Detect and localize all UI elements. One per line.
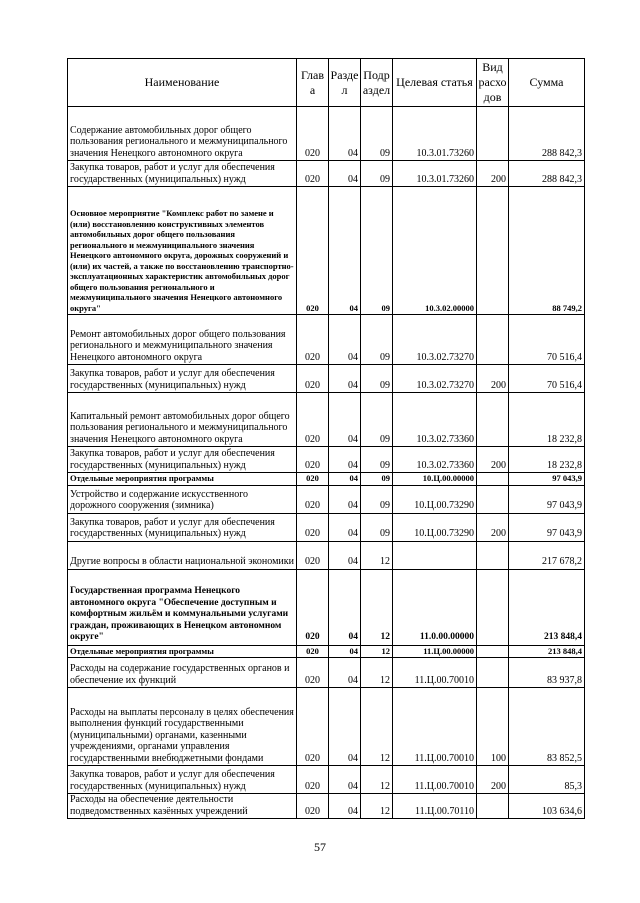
row-razdel: 04 bbox=[329, 187, 361, 315]
row-razdel: 04 bbox=[329, 365, 361, 393]
header-cel-statya: Целевая статья bbox=[393, 59, 477, 107]
row-summa: 97 043,9 bbox=[509, 473, 585, 486]
row-razdel: 04 bbox=[329, 658, 361, 688]
row-cel: 10.Ц.00.00000 bbox=[393, 473, 477, 486]
row-name: Отдельные мероприятия программы bbox=[68, 645, 297, 658]
row-glava: 020 bbox=[297, 541, 329, 569]
table-row bbox=[68, 315, 585, 365]
row-vid: 200 bbox=[477, 365, 509, 393]
row-razdel: 04 bbox=[329, 766, 361, 794]
row-cel: 10.Ц.00.73290 bbox=[393, 485, 477, 513]
row-name: Другие вопросы в области национальной экономики bbox=[68, 541, 297, 569]
row-glava: 020 bbox=[297, 569, 329, 645]
row-podrazdel: 09 bbox=[361, 513, 393, 541]
row-glava: 020 bbox=[297, 794, 329, 819]
row-cel: 10.3.01.73260 bbox=[393, 161, 477, 187]
header-name: Наименование bbox=[68, 59, 297, 107]
row-glava: 020 bbox=[297, 658, 329, 688]
table-row bbox=[68, 541, 585, 569]
row-vid: 200 bbox=[477, 447, 509, 473]
row-glava: 020 bbox=[297, 447, 329, 473]
row-glava: 020 bbox=[297, 485, 329, 513]
row-name: Закупка товаров, работ и услуг для обеспечения государственных (муниципальных) нужд bbox=[68, 513, 297, 541]
row-vid bbox=[477, 315, 509, 365]
row-summa: 97 043,9 bbox=[509, 485, 585, 513]
row-podrazdel: 12 bbox=[361, 569, 393, 645]
table-row bbox=[68, 513, 585, 541]
header-vid-rashodov: Вид расхо дов bbox=[477, 59, 509, 107]
table-header-row bbox=[68, 59, 585, 107]
table-row bbox=[68, 569, 585, 645]
row-razdel: 04 bbox=[329, 645, 361, 658]
row-podrazdel: 09 bbox=[361, 473, 393, 486]
row-summa: 97 043,9 bbox=[509, 513, 585, 541]
row-podrazdel: 12 bbox=[361, 688, 393, 766]
table-row bbox=[68, 107, 585, 161]
row-cel: 10.3.02.73360 bbox=[393, 447, 477, 473]
row-cel: 10.3.02.73270 bbox=[393, 365, 477, 393]
row-name: Ремонт автомобильных дорог общего пользования регионального и межмуниципального значения Ненецкого автономного округа bbox=[68, 315, 297, 365]
row-vid bbox=[477, 794, 509, 819]
row-summa: 288 842,3 bbox=[509, 161, 585, 187]
row-summa: 70 516,4 bbox=[509, 365, 585, 393]
table-row bbox=[68, 658, 585, 688]
row-summa: 85,3 bbox=[509, 766, 585, 794]
row-cel: 10.3.02.00000 bbox=[393, 187, 477, 315]
row-name: Расходы на выплаты персоналу в целях обеспечения выполнения функций государственными (муниципальными) органами, казенными учреждениями, органами управления государственными внебюджетными фондами bbox=[68, 688, 297, 766]
row-summa: 217 678,2 bbox=[509, 541, 585, 569]
row-name: Расходы на содержание государственных органов и обеспечение их функций bbox=[68, 658, 297, 688]
row-cel: 11.Ц.00.00000 bbox=[393, 645, 477, 658]
row-cel: 10.3.02.73360 bbox=[393, 393, 477, 447]
row-cel: 10.3.02.73270 bbox=[393, 315, 477, 365]
header-podrazdel: Подр аздел bbox=[361, 59, 393, 107]
row-name: Основное мероприятие "Комплекс работ по замене и (или) восстановлению конструктивных элементов автомобильных дорог общего пользования регионального и межмуниципального значения Ненецкого автономного округа, дорожных сооружений и (или) их частей, а также по восстановлению транспортно-эксплуатационных характеристик автомобильных дорог общего пользования регионального и межмуниципального значения Ненецкого автономного округа" bbox=[68, 187, 297, 315]
row-vid bbox=[477, 393, 509, 447]
table-row bbox=[68, 187, 585, 315]
row-name: Капитальный ремонт автомобильных дорог общего пользования регионального и межмуниципального значения Ненецкого автономного округа bbox=[68, 393, 297, 447]
row-glava: 020 bbox=[297, 315, 329, 365]
row-podrazdel: 09 bbox=[361, 393, 393, 447]
row-cel: 11.Ц.00.70010 bbox=[393, 658, 477, 688]
row-vid: 100 bbox=[477, 688, 509, 766]
row-vid: 200 bbox=[477, 513, 509, 541]
table-row bbox=[68, 393, 585, 447]
row-vid bbox=[477, 473, 509, 486]
row-podrazdel: 09 bbox=[361, 107, 393, 161]
table-row bbox=[68, 447, 585, 473]
row-summa: 213 848,4 bbox=[509, 569, 585, 645]
row-razdel: 04 bbox=[329, 688, 361, 766]
row-vid: 200 bbox=[477, 161, 509, 187]
row-name: Закупка товаров, работ и услуг для обеспечения государственных (муниципальных) нужд bbox=[68, 161, 297, 187]
row-razdel: 04 bbox=[329, 393, 361, 447]
row-cel: 11.0.00.00000 bbox=[393, 569, 477, 645]
row-podrazdel: 09 bbox=[361, 447, 393, 473]
row-vid: 200 bbox=[477, 766, 509, 794]
row-glava: 020 bbox=[297, 688, 329, 766]
header-glava: Глав а bbox=[297, 59, 329, 107]
row-summa: 18 232,8 bbox=[509, 447, 585, 473]
row-cel: 11.Ц.00.70010 bbox=[393, 766, 477, 794]
row-podrazdel: 12 bbox=[361, 794, 393, 819]
row-podrazdel: 12 bbox=[361, 766, 393, 794]
row-glava: 020 bbox=[297, 161, 329, 187]
row-razdel: 04 bbox=[329, 161, 361, 187]
table-row bbox=[68, 485, 585, 513]
row-summa: 103 634,6 bbox=[509, 794, 585, 819]
row-summa: 213 848,4 bbox=[509, 645, 585, 658]
row-vid bbox=[477, 541, 509, 569]
table-row bbox=[68, 766, 585, 794]
row-podrazdel: 12 bbox=[361, 541, 393, 569]
row-razdel: 04 bbox=[329, 107, 361, 161]
row-podrazdel: 12 bbox=[361, 645, 393, 658]
table-row bbox=[68, 161, 585, 187]
row-podrazdel: 09 bbox=[361, 365, 393, 393]
row-name: Устройство и содержание искусственного дорожного сооружения (зимника) bbox=[68, 485, 297, 513]
row-vid bbox=[477, 107, 509, 161]
row-cel: 11.Ц.00.70110 bbox=[393, 794, 477, 819]
row-podrazdel: 09 bbox=[361, 485, 393, 513]
row-razdel: 04 bbox=[329, 569, 361, 645]
page-number: 57 bbox=[314, 840, 326, 854]
row-summa: 83 937,8 bbox=[509, 658, 585, 688]
row-cel bbox=[393, 541, 477, 569]
row-glava: 020 bbox=[297, 107, 329, 161]
row-name: Закупка товаров, работ и услуг для обеспечения государственных (муниципальных) нужд bbox=[68, 365, 297, 393]
row-podrazdel: 12 bbox=[361, 658, 393, 688]
row-glava: 020 bbox=[297, 766, 329, 794]
row-summa: 88 749,2 bbox=[509, 187, 585, 315]
row-vid bbox=[477, 645, 509, 658]
row-glava: 020 bbox=[297, 645, 329, 658]
row-summa: 18 232,8 bbox=[509, 393, 585, 447]
row-glava: 020 bbox=[297, 187, 329, 315]
row-razdel: 04 bbox=[329, 485, 361, 513]
row-glava: 020 bbox=[297, 365, 329, 393]
row-summa: 70 516,4 bbox=[509, 315, 585, 365]
row-razdel: 04 bbox=[329, 473, 361, 486]
header-summa: Сумма bbox=[509, 59, 585, 107]
table-row bbox=[68, 688, 585, 766]
row-vid bbox=[477, 658, 509, 688]
row-cel: 10.Ц.00.73290 bbox=[393, 513, 477, 541]
table-row bbox=[68, 645, 585, 658]
row-cel: 11.Ц.00.70010 bbox=[393, 688, 477, 766]
row-name: Содержание автомобильных дорог общего пользования регионального и межмуниципального значения Ненецкого автономного округа bbox=[68, 107, 297, 161]
row-name: Государственная программа Ненецкого автономного округа "Обеспечение доступным и комфортным жильём и коммунальными услугами граждан, проживающих в Ненецком автономном округе" bbox=[68, 569, 297, 645]
row-glava: 020 bbox=[297, 393, 329, 447]
row-razdel: 04 bbox=[329, 315, 361, 365]
row-podrazdel: 09 bbox=[361, 161, 393, 187]
table-row bbox=[68, 365, 585, 393]
row-vid bbox=[477, 485, 509, 513]
row-glava: 020 bbox=[297, 473, 329, 486]
row-summa: 83 852,5 bbox=[509, 688, 585, 766]
row-glava: 020 bbox=[297, 513, 329, 541]
table-row bbox=[68, 473, 585, 486]
row-name: Закупка товаров, работ и услуг для обеспечения государственных (муниципальных) нужд bbox=[68, 447, 297, 473]
row-razdel: 04 bbox=[329, 794, 361, 819]
header-razdel: Разде л bbox=[329, 59, 361, 107]
row-podrazdel: 09 bbox=[361, 315, 393, 365]
row-name: Отдельные мероприятия программы bbox=[68, 473, 297, 486]
row-cel: 10.3.01.73260 bbox=[393, 107, 477, 161]
row-razdel: 04 bbox=[329, 513, 361, 541]
row-vid bbox=[477, 569, 509, 645]
budget-table bbox=[67, 58, 585, 819]
row-podrazdel: 09 bbox=[361, 187, 393, 315]
row-vid bbox=[477, 187, 509, 315]
row-razdel: 04 bbox=[329, 541, 361, 569]
table-row bbox=[68, 794, 585, 819]
row-summa: 288 842,3 bbox=[509, 107, 585, 161]
row-name: Закупка товаров, работ и услуг для обеспечения государственных (муниципальных) нужд bbox=[68, 766, 297, 794]
row-name: Расходы на обеспечение деятельности подведомственных казённых учреждений bbox=[68, 794, 297, 819]
row-razdel: 04 bbox=[329, 447, 361, 473]
